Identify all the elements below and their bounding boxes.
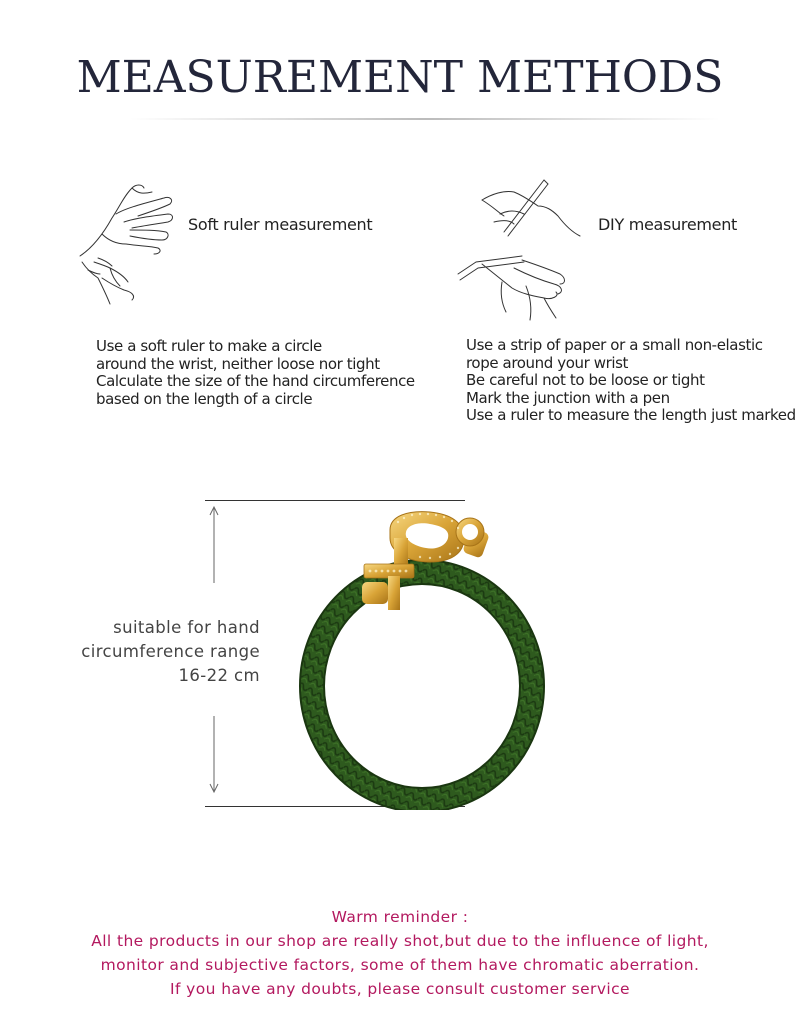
reminder-line: monitor and subjective factors, some of them have chromatic aberration. [100,956,700,974]
method-diy-desc [466,337,796,425]
method-soft-ruler-desc [96,338,415,408]
desc-line: rope around your wrist [466,353,629,372]
hand-diy-icon [452,176,590,326]
desc-line: Mark the junction with a pen [466,388,670,407]
arrow-down-icon [207,714,221,794]
range-line: suitable for hand [113,618,260,637]
desc-line: around the wrist, neither loose nor tight [96,354,380,373]
hand-soft-ruler-icon [72,178,182,308]
method-diy-label: DIY measurement [598,215,738,234]
arrow-up-icon [207,505,221,585]
desc-line: based on the length of a circle [96,389,313,408]
size-range-text [81,616,260,688]
reminder-line: If you have any doubts, please consult customer service [170,980,630,998]
desc-line: Use a soft ruler to make a circle [96,337,322,355]
desc-line: Use a ruler to measure the length just marked [466,406,796,424]
desc-line: Calculate the size of the hand circumference [96,372,415,390]
warm-reminder [0,905,800,1001]
desc-line: Use a strip of paper or a small non-elastic [466,336,763,354]
reminder-line: All the products in our shop are really shot,but due to the influence of light, [91,932,709,950]
range-line: 16-22 cm [178,666,260,685]
reminder-heading: Warm reminder : [331,908,469,926]
bracelet-image [290,500,550,810]
title-divider [130,118,720,120]
page-title: MEASUREMENT METHODS [76,52,724,103]
desc-line: Be careful not to be loose or tight [466,371,705,389]
range-line: circumference range [81,642,260,661]
method-soft-ruler-label: Soft ruler measurement [188,215,373,234]
